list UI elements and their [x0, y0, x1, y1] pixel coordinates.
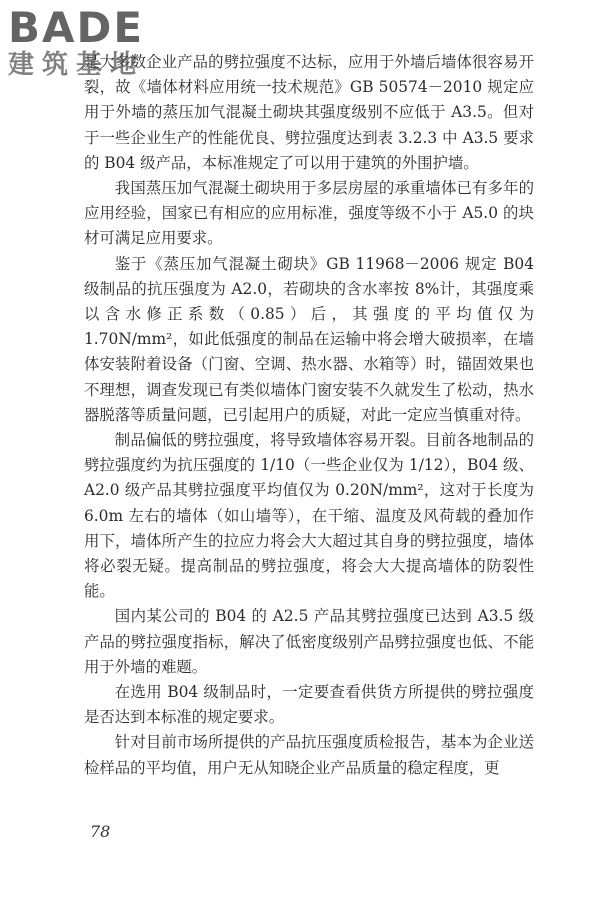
paragraph-5: 国内某公司的 B04 的 A2.5 产品其劈拉强度已达到 A3.5 级产品的劈拉强度指标，解决了低密度级别产品劈拉强度也低、不能用于外墙的难题。 [84, 607, 534, 676]
page-body [84, 50, 534, 781]
paragraph-4: 制品偏低的劈拉强度，将导致墙体容易开裂。目前各地制品的劈拉强度约为抗压强度的 1/10（一些企业仅为 1/12），B04 级、A2.0 级产品其劈拉强度平均值仅为 0.20N/mm²，这对于长度为 6.0m 左右的墙体（如山墙等），在干缩、温度及风荷载的叠加作用下，墙体所产生的拉应力将会大大超过其自身的劈拉强度，墙体将必裂无疑。提高制品的劈拉强度，将会大大提高墙体的防裂性能。 [84, 431, 534, 601]
paragraph-1: 是大多数企业产品的劈拉强度不达标，应用于外墙后墙体很容易开裂，故《墙体材料应用统一技术规范》GB 50574－2010 规定应用于外墙的蒸压加气混凝土砌块其强度级别不应低于 A3.5。但对于一些企业生产的性能优良、劈拉强度达到表 3.2.3 中 A3.5 要求的 B04 级产品，本标准规定了可以用于建筑的外围护墙。 [84, 53, 534, 172]
watermark-logo [8, 3, 208, 96]
paragraph-2: 我国蒸压加气混凝土砌块用于多层房屋的承重墙体已有多年的应用经验，国家已有相应的应用标准，强度等级不小于 A5.0 的块材可满足应用要求。 [84, 179, 534, 248]
page-number: 78 [90, 822, 111, 841]
paragraph-3: 鉴于《蒸压加气混凝土砌块》GB 11968－2006 规定 B04 级制品的抗压强度为 A2.0，若砌块的含水率按 8%计，其强度乘以含水修正系数（0.85）后，其强度的平均值仅为 1.70N/mm²，如此低强度的制品在运输中将会增大破损率，在墙体安装附着设备（门窗、空调、热水器、水箱等）时，锚固效果也不理想，调查发现已有类似墙体门窗安装不久就发生了松动，热水器脱落等质量问题，已引起用户的质疑，对此一定应当慎重对待。 [84, 254, 534, 424]
watermark-brand: BADE [8, 3, 145, 52]
paragraph-6: 在选用 B04 级制品时，一定要查看供货方所提供的劈拉强度是否达到本标准的规定要求。 [84, 683, 534, 727]
watermark-subtitle: 建筑基地 [8, 50, 145, 80]
paragraph-7: 针对目前市场所提供的产品抗压强度质检报告，基本为企业送检样品的平均值，用户无从知晓企业产品质量的稳定程度，更 [84, 733, 534, 777]
